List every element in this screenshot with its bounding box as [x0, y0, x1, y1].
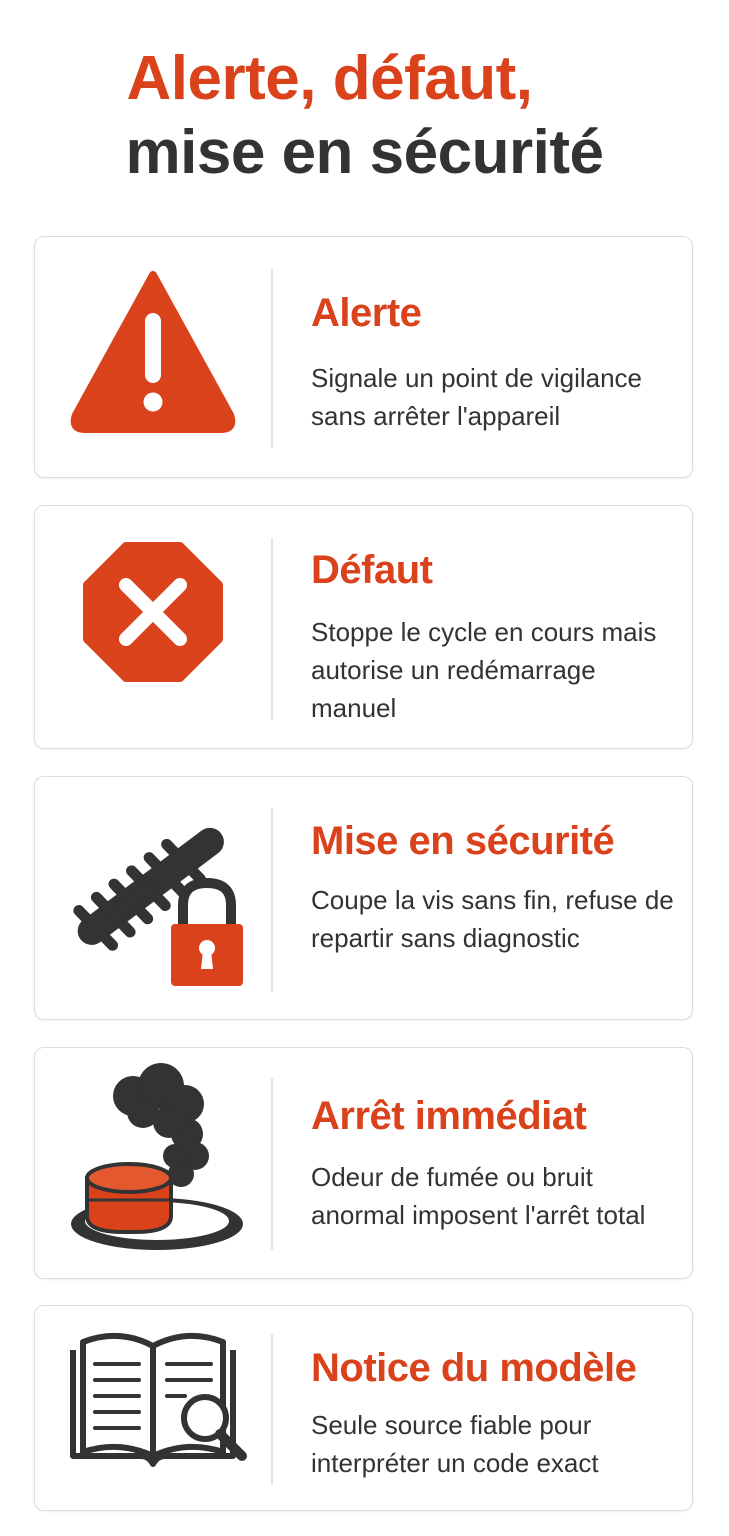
card-heading: Arrêt immédiat: [311, 1094, 587, 1138]
card-arret-immediat: [34, 1047, 693, 1279]
smoke-emergency-button-icon: [35, 1048, 271, 1280]
card-divider: [271, 1078, 273, 1250]
card-heading: Mise en sécurité: [311, 819, 615, 863]
card-heading: Notice du modèle: [311, 1346, 637, 1390]
card-divider: [271, 538, 273, 720]
page-title-line-1: Alerte, défaut,: [126, 44, 533, 113]
warning-triangle-icon: [35, 237, 271, 479]
card-defaut: [34, 505, 693, 749]
page-title: [0, 42, 729, 190]
card-description: Signale un point de vigilance sans arrêter l'appareil: [311, 363, 643, 431]
stop-octagon-x-icon: [35, 506, 271, 750]
card-description: Odeur de fumée ou bruit anormal imposent l'arrêt total: [311, 1162, 646, 1230]
card-description: Stoppe le cycle en cours mais autorise un redémarrage manuel: [311, 617, 657, 723]
card-mise-en-securite: [34, 776, 693, 1020]
card-heading: Alerte: [311, 291, 422, 335]
card-heading: Défaut: [311, 548, 433, 592]
card-notice-du-modele: [34, 1305, 693, 1511]
card-divider: [271, 1334, 273, 1484]
page-title-line-2: mise en sécurité: [125, 118, 604, 187]
card-description: Coupe la vis sans fin, refuse de repartir sans diagnostic: [311, 885, 674, 953]
manual-magnifier-icon: [35, 1306, 271, 1512]
card-divider: [271, 809, 273, 991]
auger-screw-padlock-icon: [35, 777, 271, 1021]
card-divider: [271, 269, 273, 447]
card-alerte: [34, 236, 693, 478]
card-description: Seule source fiable pour interpréter un code exact: [311, 1410, 599, 1478]
